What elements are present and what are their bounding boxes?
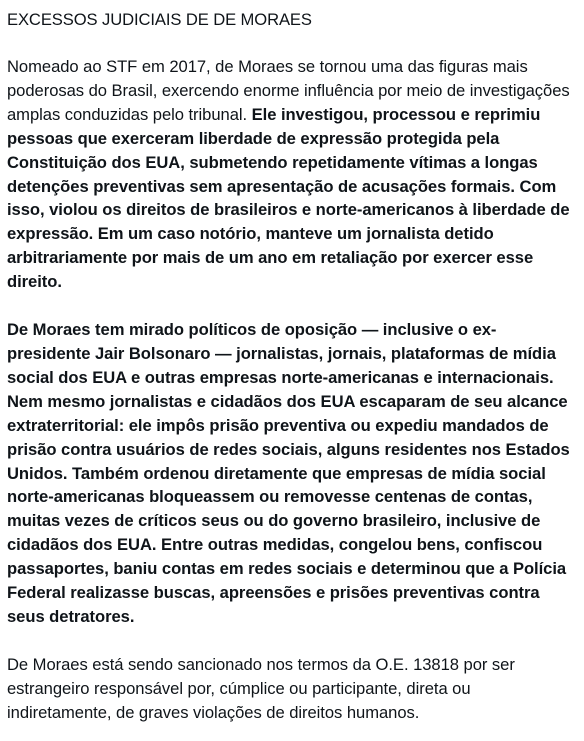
paragraph-sanction: De Moraes está sendo sancionado nos termos da O.E. 13818 por ser estrangeiro responsável por, cúmplice ou participante, direta ou indiretamente, de graves violações de direitos humanos. [7, 654, 515, 722]
paragraph-appointment [7, 55, 576, 294]
paragraph-appointment-intro: Nomeado ao STF em 2017, de Moraes se tornou uma das figuras mais poderosas do Brasil, exercendo enorme influência por meio de investigações amplas conduzidas pelo tribunal. [7, 57, 570, 124]
section-heading: EXCESSOS JUDICIAIS DE DE MORAES [7, 10, 312, 29]
paragraph-appointment-bold: Ele investigou, processou e reprimiu pessoas que exerceram liberdade de expressão protegida pela Constituição dos EUA, submetendo repetidamente vítimas a longas detenções preventivas sem apresentação de acusações formais. Com isso, violou os direitos de brasileiros e norte-americanos à liberdade de expressão. Em um caso notório, manteve um jornalista detido arbitrariamente por mais de um ano em retaliação por exercer esse direito. [7, 104, 570, 292]
paragraph-targets: De Moraes tem mirado políticos de oposição — inclusive o ex-presidente Jair Bolsonaro — jornalistas, jornais, plataformas de mídia social dos EUA e outras empresas norte-americanas e internacionais. Nem mesmo jornalistas e cidadãos dos EUA escaparam de seu alcance extraterritorial: ele impôs prisão preventiva ou expediu mandados de prisão contra usuários de redes sociais, alguns residentes nos Estados Unidos. Também ordenou diretamente que empresas de mídia social norte-americanas bloqueassem ou removesse centenas de contas, muitas vezes de críticos seus ou do governo brasileiro, inclusive de cidadãos dos EUA. Entre outras medidas, congelou bens, confiscou passaportes, baniu contas em redes sociais e determinou que a Polícia Federal realizasse buscas, apreensões e prisões preventivas contra seus detratores. [7, 320, 570, 626]
